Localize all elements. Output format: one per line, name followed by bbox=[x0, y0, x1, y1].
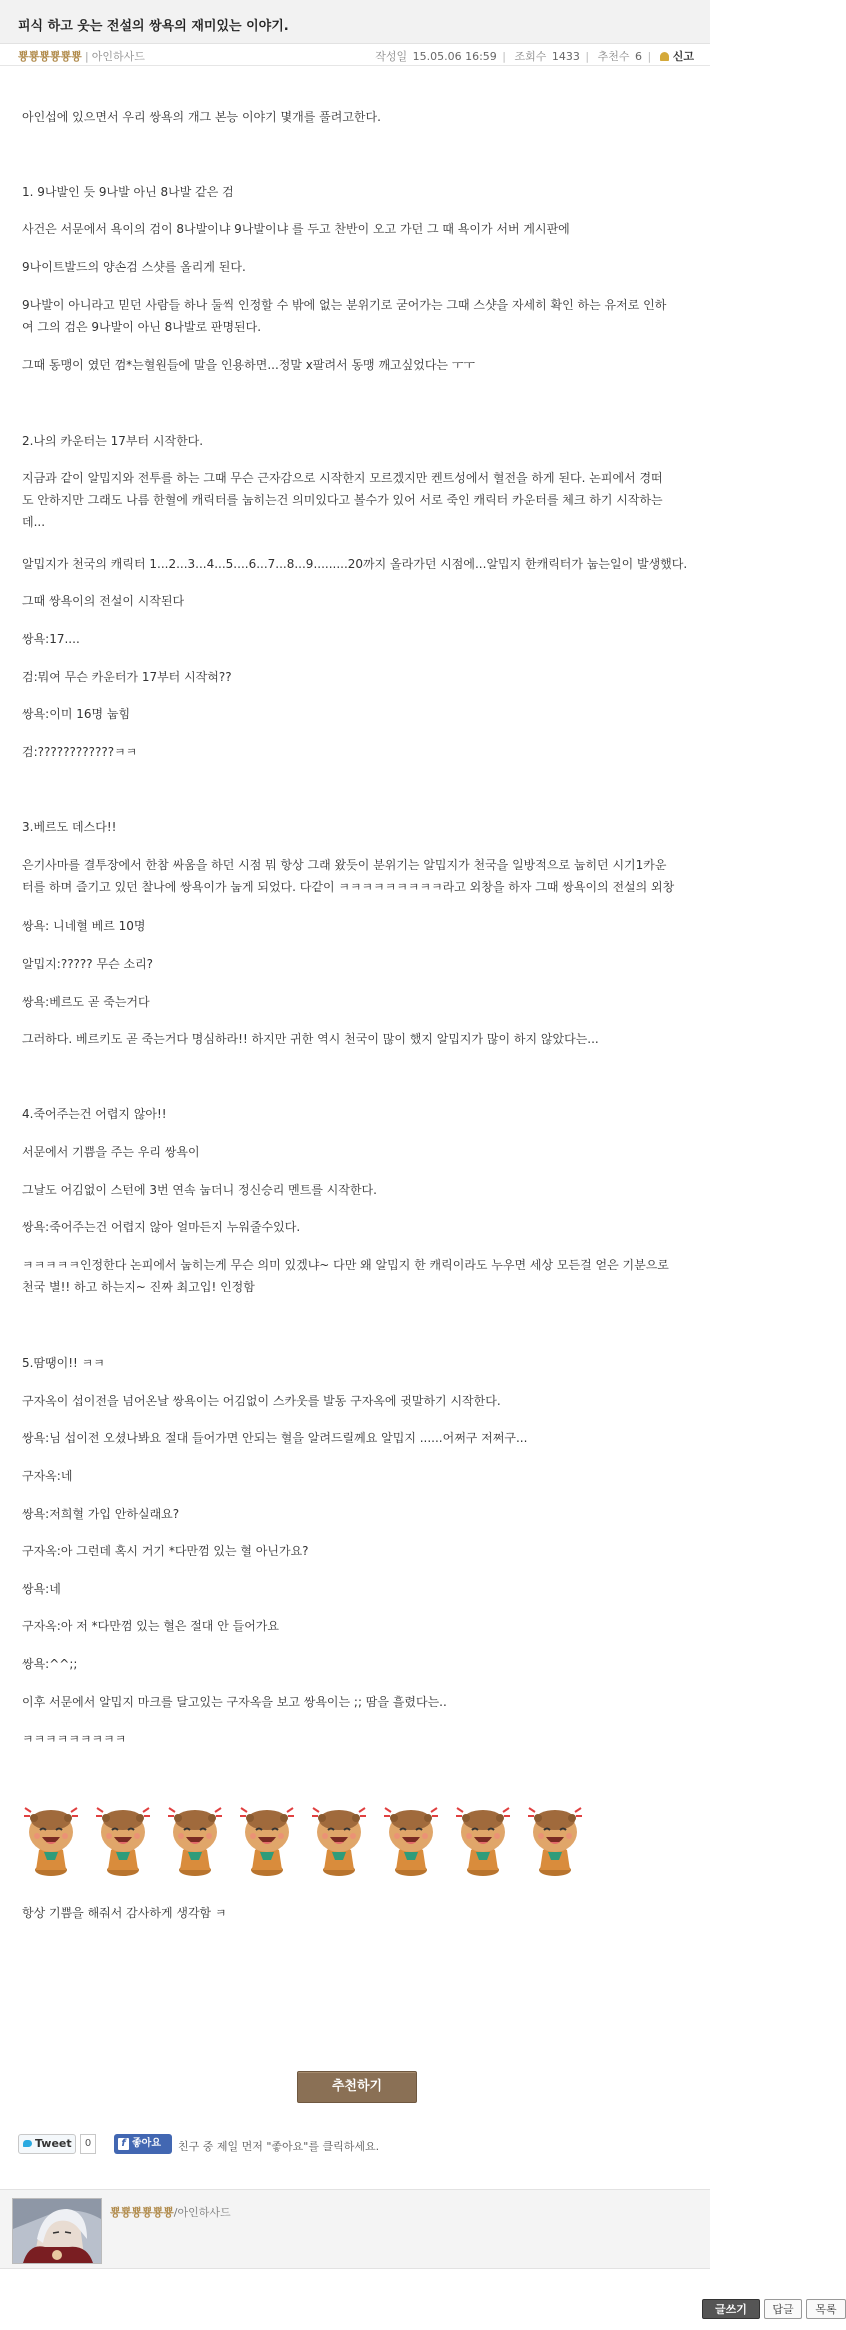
body-paragraph: 도 안하지만 그래도 나름 한혈에 캐릭터를 눕히는건 의미있다고 볼수가 있어 서로 죽인 캐릭터 카운터를 체크 하기 시작하는 bbox=[22, 493, 663, 507]
like-label: 좋아요 bbox=[132, 2138, 161, 2149]
body-paragraph: 구자옥이 섭이전을 넘어온날 쌍욕이는 어김없이 스카웃를 발동 구자옥에 귓말하기 시작한다. bbox=[22, 1394, 501, 1408]
laughing-character-icon bbox=[238, 1800, 296, 1878]
report-button[interactable] bbox=[660, 50, 694, 63]
facebook-icon: f bbox=[118, 2138, 129, 2150]
section-heading: 1. 9나발인 듯 9나발 아닌 8나발 같은 검 bbox=[22, 185, 234, 199]
views-count: 1433 bbox=[551, 50, 580, 63]
body-paragraph: 구자옥:네 bbox=[22, 1469, 73, 1483]
section-heading: 2.나의 카운터는 17부터 시작한다. bbox=[22, 434, 204, 448]
list-button[interactable]: 목록 bbox=[806, 2299, 846, 2319]
body-paragraph: 쌍욕:17.... bbox=[22, 632, 80, 646]
body-paragraph: 여 그의 검은 9나발이 아닌 8나발로 판명된다. bbox=[22, 320, 262, 334]
body-paragraph: 검:????????????ㅋㅋ bbox=[22, 745, 138, 759]
recommends-count: 6 bbox=[635, 50, 643, 63]
reply-button[interactable]: 답글 bbox=[764, 2299, 802, 2319]
report-label: 신고 bbox=[672, 50, 694, 63]
body-paragraph: 쌍욕:죽어주는건 어렵지 않아 얼마든지 누워줄수있다. bbox=[22, 1220, 301, 1234]
body-paragraph: 검:뭐여 무슨 카운터가 17부터 시작혀?? bbox=[22, 670, 232, 684]
body-paragraph: 이후 서문에서 알밉지 마크를 달고있는 구자옥을 보고 쌍욕이는 ;; 땀을 흘렸다는.. bbox=[22, 1695, 447, 1709]
post-title-bar bbox=[0, 0, 710, 44]
meta-separator: | bbox=[585, 50, 590, 63]
meta-separator: | bbox=[647, 50, 652, 63]
body-paragraph: 서문에서 기쁨을 주는 우리 쌍욕이 bbox=[22, 1145, 200, 1159]
body-paragraph: 9나이트발드의 양손검 스샷를 올리게 된다. bbox=[22, 260, 246, 274]
section-heading: 4.죽어주는건 어렵지 않아!! bbox=[22, 1107, 167, 1121]
laughing-character-icon bbox=[454, 1800, 512, 1878]
recommend-button[interactable]: 추천하기 bbox=[297, 2071, 417, 2103]
author-box-server: /아인하사드 bbox=[173, 2206, 231, 2219]
body-paragraph: ㅋㅋㅋㅋㅋㅋㅋㅋㅋ bbox=[22, 1732, 127, 1746]
author-nickname[interactable]: 뿅뿅뿅뿅뿅뿅 bbox=[18, 50, 82, 63]
body-paragraph: 그때 쌍욕이의 전설이 시작된다 bbox=[22, 594, 185, 608]
body-paragraph: 지금과 같이 알밉지와 전투를 하는 그때 무슨 근자감으로 시작한지 모르겠지만 켄트성에서 혈전을 하게 된다. 논피에서 경떠 bbox=[22, 471, 663, 485]
laughing-character-icon bbox=[166, 1800, 224, 1878]
post-date: 15.05.06 16:59 bbox=[412, 50, 497, 63]
author-box bbox=[0, 2189, 710, 2269]
views-label: 조회수 bbox=[514, 50, 547, 63]
post-stats bbox=[373, 48, 694, 64]
siren-icon bbox=[660, 52, 669, 61]
body-paragraph: 구자옥:아 그런데 혹시 거기 *다만껌 있는 혈 아닌가요? bbox=[22, 1544, 309, 1558]
twitter-bird-icon bbox=[23, 2140, 32, 2147]
facebook-like-text: 친구 중 제일 먼저 "좋아요"를 클릭하세요. bbox=[178, 2140, 380, 2153]
section-heading: 3.베르도 데스다!! bbox=[22, 820, 117, 834]
body-paragraph: 쌍욕:님 섭이전 오셨나봐요 절대 들어가면 안되는 혈을 알려드릴께요 알밉지 ......어쩌구 저쩌구... bbox=[22, 1431, 528, 1445]
write-button[interactable]: 글쓰기 bbox=[702, 2299, 760, 2319]
author-box-name bbox=[110, 2204, 231, 2220]
body-paragraph: 터를 하며 즐기고 있던 찰나에 쌍욕이가 눕게 되었다. 다같이 ㅋㅋㅋㅋㅋㅋㅋㅋㅋ라고 외창을 하자 그때 쌍욕이의 전설의 외창 bbox=[22, 880, 675, 894]
body-paragraph: 쌍욕: 니네혈 베르 10명 bbox=[22, 919, 146, 933]
body-paragraph: 데... bbox=[22, 515, 46, 529]
tweet-label: Tweet bbox=[35, 2137, 72, 2150]
body-paragraph: 은기사마를 결투장에서 한참 싸움을 하던 시점 뭐 항상 그래 왔듯이 분위기는 알밉지가 천국을 일방적으로 눕히던 시기1카운 bbox=[22, 858, 667, 872]
avatar-image bbox=[13, 2199, 101, 2263]
laughing-character-icon bbox=[382, 1800, 440, 1878]
body-paragraph: 쌍욕:저희혈 가입 안하실래요? bbox=[22, 1507, 180, 1521]
laughing-character-icon bbox=[310, 1800, 368, 1878]
post-meta bbox=[0, 44, 710, 66]
author-box-nickname[interactable]: 뿅뿅뿅뿅뿅뿅 bbox=[110, 2206, 174, 2219]
body-paragraph: 그때 동맹이 였던 껌*는혈원들에 말을 인용하면...정말 x팔려서 동맹 깨고싶었다는 ㅜㅜ bbox=[22, 358, 476, 372]
body-paragraph: 천국 별!! 하고 하는지~ 진짜 최고입! 인정함 bbox=[22, 1280, 255, 1294]
body-paragraph: 항상 기쁨을 해줘서 감사하게 생각함 ㅋ bbox=[22, 1906, 227, 1920]
body-paragraph: 구자옥:아 저 *다만껌 있는 혈은 절대 안 들어가요 bbox=[22, 1619, 279, 1633]
body-paragraph: 쌍욕:이미 16명 눕힘 bbox=[22, 707, 131, 721]
date-label: 작성일 bbox=[375, 50, 408, 63]
body-paragraph: 쌍욕:^^;; bbox=[22, 1657, 78, 1671]
facebook-like-button[interactable] bbox=[114, 2134, 172, 2154]
body-paragraph: 아인섭에 있으면서 우리 쌍욕의 개그 본능 이야기 몇개를 풀려고한다. bbox=[22, 110, 381, 124]
author-server: 아인하사드 bbox=[91, 50, 145, 63]
body-paragraph: 알밉지:????? 무슨 소리? bbox=[22, 957, 154, 971]
tweet-count: 0 bbox=[80, 2134, 96, 2154]
author-info bbox=[18, 48, 145, 64]
body-paragraph: ㅋㅋㅋㅋㅋ인정한다 논피에서 눕히는게 무슨 의미 있겠냐~ 다만 왜 알밉지 한 캐릭이라도 누우면 세상 모든걸 얻은 기분으로 bbox=[22, 1258, 669, 1272]
laughing-character-icon bbox=[526, 1800, 584, 1878]
section-heading: 5.땀땡이!! ㅋㅋ bbox=[22, 1356, 105, 1370]
meta-separator: | bbox=[502, 50, 507, 63]
post-title: 피식 하고 웃는 전설의 쌍욕의 재미있는 이야기. bbox=[18, 19, 289, 34]
body-paragraph: 쌍욕:네 bbox=[22, 1582, 61, 1596]
body-paragraph: 그날도 어김없이 스턴에 3번 연속 눕더니 정신승리 멘트를 시작한다. bbox=[22, 1183, 377, 1197]
recommends-label: 추천수 bbox=[597, 50, 630, 63]
body-paragraph: 9나발이 아니라고 믿던 사람들 하나 둘씩 인정할 수 밖에 없는 분위기로 굳어가는 그때 스샷을 자세히 확인 하는 유저로 인하 bbox=[22, 298, 667, 312]
tweet-button[interactable] bbox=[18, 2134, 76, 2154]
body-paragraph: 쌍욕:베르도 곧 죽는거다 bbox=[22, 995, 150, 1009]
body-paragraph: 그러하다. 베르키도 곧 죽는거다 명심하라!! 하지만 귀한 역시 천국이 많이 했지 알밉지가 많이 하지 않았다는... bbox=[22, 1032, 599, 1046]
laughing-character-icon bbox=[22, 1800, 80, 1878]
body-paragraph: 알밉지가 천국의 캐릭터 1...2...3...4...5....6...7...8...9.........20까지 올라가던 시점에...알밉지 한캐릭터가 눕는일이 발생했다. bbox=[22, 557, 688, 571]
body-paragraph: 사건은 서문에서 욕이의 검이 8나발이냐 9나발이냐 를 두고 찬반이 오고 가던 그 때 욕이가 서버 게시판에 bbox=[22, 222, 570, 236]
avatar[interactable] bbox=[12, 2198, 102, 2264]
meta-separator: | bbox=[84, 50, 89, 63]
laughing-character-icon bbox=[94, 1800, 152, 1878]
